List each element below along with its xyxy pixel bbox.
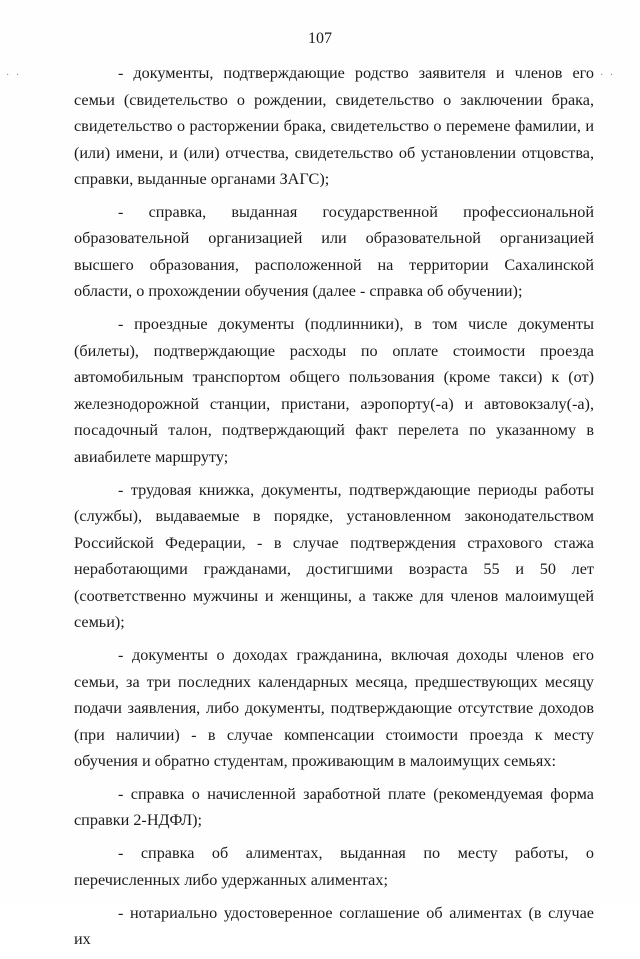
paragraph-education-certificate: - справка, выданная государственной профессиональной образовательной организацией или образовательной организацией высшего образования, расположенной на территории Сахалинской области, о прохождении обучения (далее - справка об обучении);	[74, 202, 594, 301]
document-body	[74, 60, 594, 959]
page-number: 107	[308, 30, 332, 47]
scan-artifact-left: · ·	[6, 70, 22, 81]
paragraph-employment-record: - трудовая книжка, документы, подтверждающие периоды работы (службы), выдаваемые в порядке, установленном законодательством Российской Федерации, - в случае подтверждения страхового стажа неработающими гражданами, достигшими возраста 55 и 50 лет (соответственно мужчины и женщины, а также для членов малоимущей семьи);	[74, 480, 594, 632]
scan-artifact-right: · ·	[600, 70, 616, 81]
paragraph-income-documents: - документы о доходах гражданина, включая доходы членов его семьи, за три последних календарных месяца, предшествующих месяцу подачи заявления, либо документы, подтверждающие отсутствие доходов (при наличии) - в случае компенсации стоимости проезда к месту обучения и обратно студентам, проживающим в малоимущих семьях:	[74, 646, 594, 771]
paragraph-alimony-agreement: - нотариально удостоверенное соглашение об алиментах (в случае их	[74, 903, 594, 949]
paragraph-family-documents: - документы, подтверждающие родство заявителя и членов его семьи (свидетельство о рождении, свидетельство о заключении брака, свидетельство о расторжении брака, свидетельство о перемене фамилии, и (или) имени, и (или) отчества, свидетельство об установлении отцовства, справки, выданные органами ЗАГС);	[74, 64, 594, 188]
paragraph-salary-certificate: - справка о начисленной заработной плате (рекомендуемая форма справки 2-НДФЛ);	[74, 784, 594, 830]
paragraph-travel-documents: - проездные документы (подлинники), в том числе документы (билеты), подтверждающие расходы по оплате стоимости проезда автомобильным транспортом общего пользования (кроме такси) к (от) железнодорожной станции, пристани, аэропорту(-а) и автовокзалу(-а), посадочный талон, подтверждающий факт перелета по указанному в авиабилете маршруту;	[74, 315, 594, 466]
paragraph-alimony-certificate: - справка об алиментах, выданная по месту работы, о перечисленных либо удержанных алиментах;	[74, 844, 594, 889]
